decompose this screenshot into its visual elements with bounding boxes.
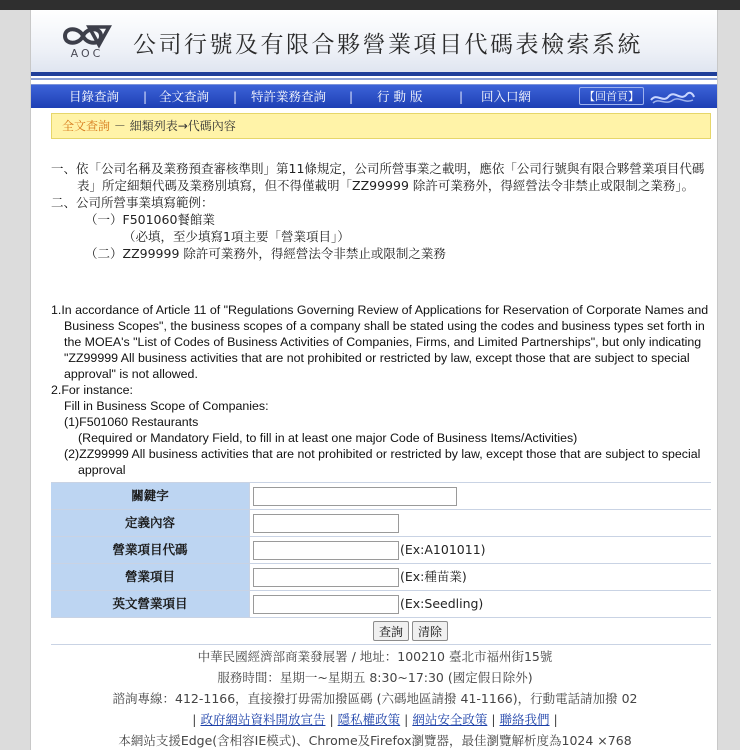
agency-logo[interactable] <box>55 23 119 63</box>
notice-en-example-1-note: (Required or Mandatory Field, to fill in at least one major Code of Business Items/Activities) <box>78 431 578 445</box>
notice-en <box>51 302 711 478</box>
business-item-label: 營業項目 <box>51 564 249 590</box>
footer-link-separator: | <box>553 712 558 727</box>
home-label: 回首頁 <box>595 90 628 103</box>
form-row-keyword <box>51 483 711 510</box>
footer-link-separator: | <box>404 712 413 727</box>
logo-icon <box>55 23 119 49</box>
contact-us-link[interactable]: 聯絡我們 <box>499 712 550 727</box>
search-button[interactable]: 查詢 <box>373 621 409 641</box>
business-item-input[interactable] <box>253 568 399 587</box>
notice-zh <box>51 160 711 262</box>
privacy-policy-link[interactable]: 隱私權政策 <box>337 712 401 727</box>
form-row-business-item <box>51 564 711 591</box>
breadcrumb <box>51 113 711 139</box>
breadcrumb-separator: － <box>113 119 126 133</box>
business-code-hint: (Ex:A101011) <box>400 542 486 557</box>
definition-cell <box>249 510 711 536</box>
form-row-definition <box>51 510 711 537</box>
keyword-label: 關鍵字 <box>51 483 249 509</box>
english-item-cell <box>249 591 711 617</box>
footer-service-hours: 服務時間：星期一~星期五 8:30~17:30 (國定假日除外) <box>217 670 533 685</box>
form-row-business-code <box>51 537 711 564</box>
nav-separator: | <box>349 90 354 104</box>
nav-fulltext-search[interactable]: 全文查詢 <box>159 89 210 104</box>
footer-link-separator: | <box>491 712 500 727</box>
keyword-cell <box>249 483 711 509</box>
nav-mobile-version[interactable]: 行 動 版 <box>377 89 423 104</box>
business-code-cell <box>249 537 711 563</box>
main-nav <box>31 84 718 108</box>
definition-input[interactable] <box>253 514 399 533</box>
footer-links <box>31 709 718 730</box>
notice-zh-example-1: （一）F501060餐館業 <box>85 212 215 227</box>
notice-zh-paragraph-2: 二、公司所營事業填寫範例： <box>51 195 214 210</box>
keyword-input[interactable] <box>253 487 457 506</box>
footer-address: 中華民國經濟部商業發展署 / 地址：100210 臺北市福州街15號 <box>197 649 553 664</box>
header-divider-thin <box>31 78 718 80</box>
footer-browser-support: 本網站支援Edge(含相容IE模式)、Chrome及Firefox瀏覽器，最佳瀏覽解析度為1024 ×768 <box>118 733 632 748</box>
nav-separator: | <box>233 90 238 104</box>
nav-separator: | <box>459 90 464 104</box>
nav-licensed-business-search[interactable]: 特許業務查詢 <box>251 89 327 104</box>
notice-en-paragraph-2: 2.For instance: <box>51 383 133 397</box>
english-item-hint: (Ex:Seedling) <box>400 596 484 611</box>
browser-top-bar <box>0 0 740 10</box>
notice-zh-example-1-note: （必填，至少填寫1項主要「營業項目」） <box>123 229 350 244</box>
search-form <box>51 482 711 645</box>
site-header <box>31 10 718 76</box>
footer-link-separator: | <box>192 712 201 727</box>
english-item-input[interactable] <box>253 595 399 614</box>
definition-label: 定義內容 <box>51 510 249 536</box>
notice-zh-paragraph-1: 一、依「公司名稱及業務預查審核準則」第11條規定，公司所營事業之載明，應依「公司行號與有限合夥營業項目代碼表」所定細類代碼及業務別填寫，但不得僅載明「ZZ99999 除許可業務外，得經營法令非禁止或限制之業務」。 <box>51 161 705 193</box>
logo-text: AOC <box>70 47 104 60</box>
notice-en-instruction: Fill in Business Scope of Companies: <box>64 399 269 413</box>
clear-button[interactable]: 清除 <box>412 621 448 641</box>
header-divider <box>31 72 718 76</box>
decorative-wave-icon <box>649 88 695 106</box>
breadcrumb-current: 細類列表→代碼內容 <box>129 119 236 133</box>
nav-catalog-search[interactable]: 目錄查詢 <box>69 89 120 104</box>
security-policy-link[interactable]: 網站安全政策 <box>412 712 488 727</box>
notice-en-example-1: (1)F501060 Restaurants <box>64 415 199 429</box>
form-row-english-item <box>51 591 711 618</box>
home-button[interactable]: 【回首頁】 <box>579 87 644 105</box>
business-item-cell <box>249 564 711 590</box>
business-item-hint: (Ex:種苗業) <box>400 569 467 584</box>
business-code-input[interactable] <box>253 541 399 560</box>
site-title: 公司行號及有限合夥營業項目代碼表檢索系統 <box>133 32 643 58</box>
page-container <box>30 10 718 750</box>
form-button-row <box>51 618 711 645</box>
site-footer <box>31 646 718 750</box>
english-item-label: 英文營業項目 <box>51 591 249 617</box>
nav-portal-entry[interactable]: 回入口網 <box>481 89 532 104</box>
notice-en-paragraph-1: 1.In accordance of Article 11 of "Regulations Governing Review of Applications for Reservation of Corporate Names and Business Scopes", the business scopes of a company shall be stated using the codes and business types set forth in the MOEA's "List of Codes of Business Activities of Companies, Firms, and Limited Partnerships", but only indicating "ZZ99999 All business activities that are not prohibited or restricted by law, except those that are subject to special approval" is not allowed. <box>51 303 709 381</box>
business-code-label: 營業項目代碼 <box>51 537 249 563</box>
notice-zh-example-2: （二）ZZ99999 除許可業務外，得經營法令非禁止或限制之業務 <box>85 246 446 261</box>
footer-hotline: 諮詢專線：412-1166，直接撥打毋需加撥區碼 (六碼地區請撥 41-1166)，行動電話請加撥 02 <box>112 691 638 706</box>
open-data-declaration-link[interactable]: 政府網站資料開放宣告 <box>200 712 326 727</box>
notice-en-example-2: (2)ZZ99999 All business activities that are not prohibited or restricted by law, except those that are subject to special approval <box>64 447 701 477</box>
nav-separator: | <box>143 90 148 104</box>
footer-link-separator: | <box>329 712 338 727</box>
breadcrumb-fulltext-link[interactable]: 全文查詢 <box>62 119 111 133</box>
